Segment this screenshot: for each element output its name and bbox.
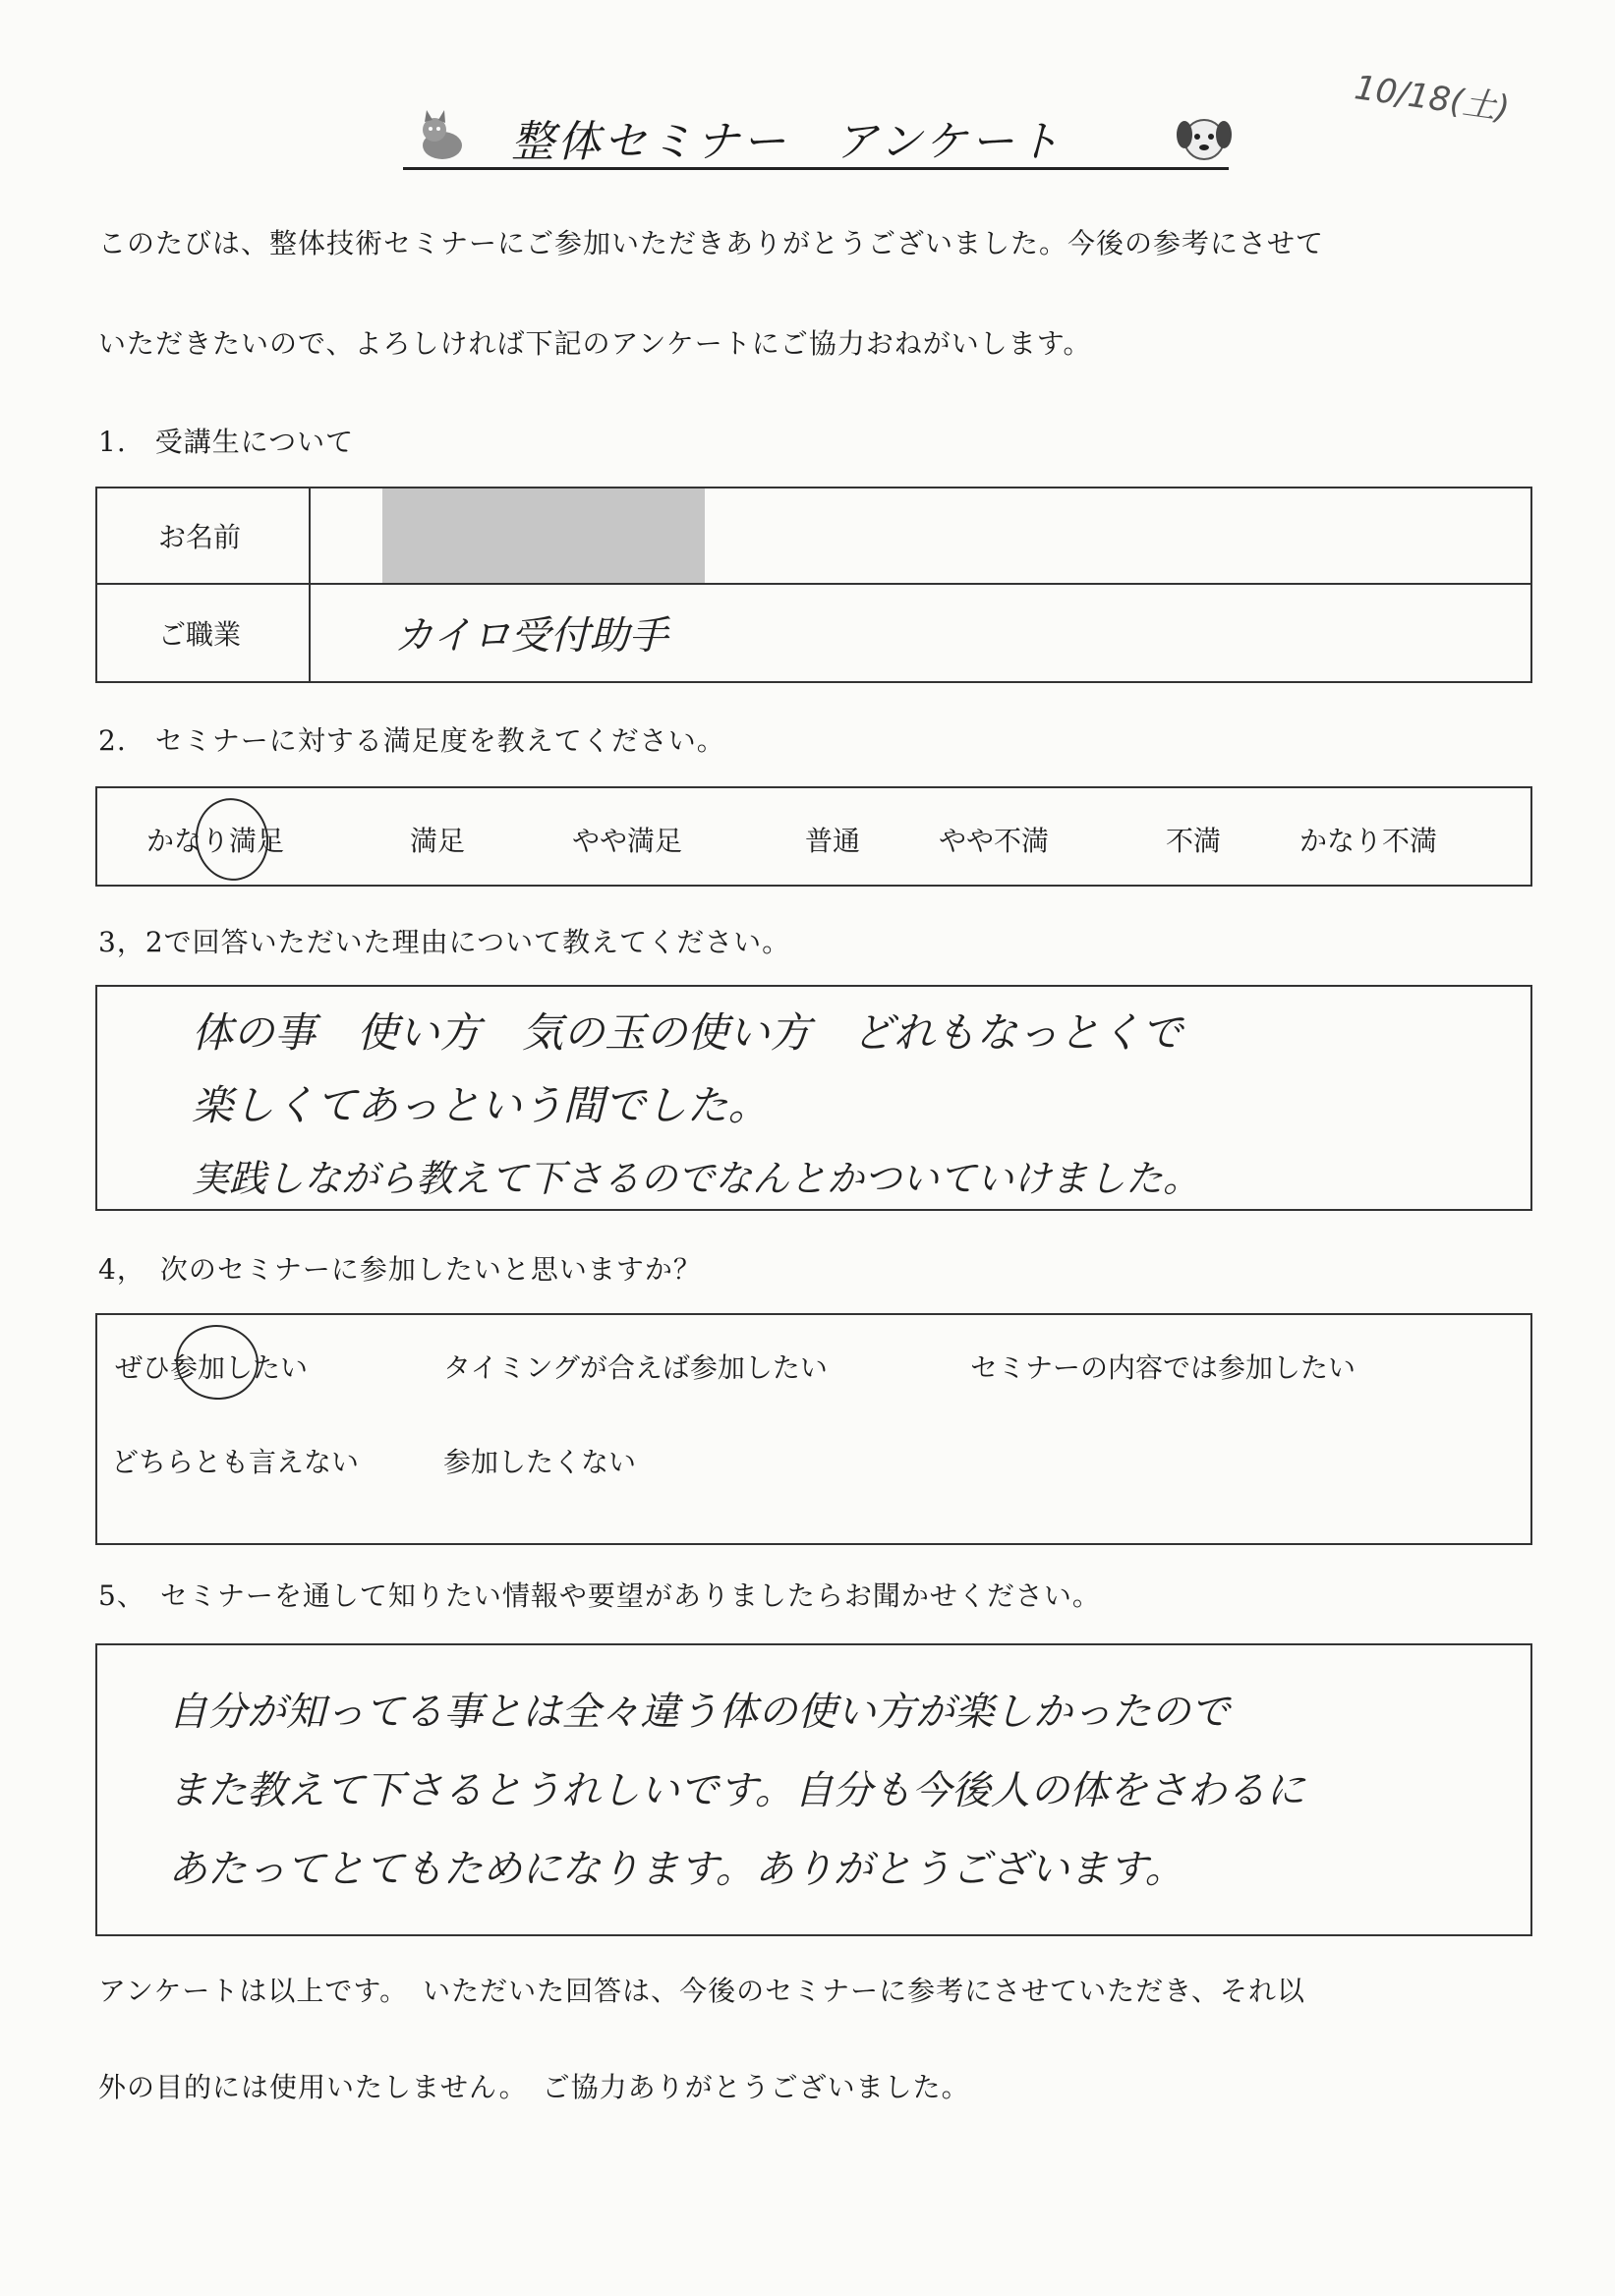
q5-answer-line-2: また教えて下さるとうれしいです。自分も今後人の体をさわるに xyxy=(168,1768,1305,1813)
option-definitely-attend[interactable]: ぜひ参加したい xyxy=(115,1351,309,1384)
q3-label: 3，2で回答いただいた理由について教えてください。 xyxy=(98,926,791,958)
name-label: お名前 xyxy=(158,521,242,553)
option-somewhat-satisfied[interactable]: やや満足 xyxy=(572,825,683,857)
q1-table xyxy=(95,487,1532,683)
option-not-attend[interactable]: 参加したくない xyxy=(443,1446,637,1478)
handwritten-date: 10/18(土) xyxy=(1352,68,1513,129)
q3-answer-line-2: 楽しくてあっという間でした。 xyxy=(192,1081,770,1129)
option-very-satisfied[interactable]: かなり満足 xyxy=(146,825,285,857)
option-undecided[interactable]: どちらとも言えない xyxy=(111,1446,360,1478)
intro-line-2: いただきたいので、よろしければ下記のアンケートにご協力おねがいします。 xyxy=(98,327,1092,360)
selection-circle xyxy=(191,793,274,885)
q3-answer-line-1: 体の事 使い方 気の玉の使い方 どれもなっとくで xyxy=(192,1008,1183,1057)
job-label: ご職業 xyxy=(158,618,242,651)
dog-mascot-icon xyxy=(1175,110,1234,169)
closing-line-1: アンケートは以上です。 いただいた回答は、今後のセミナーに参考にさせていただき、それ以 xyxy=(98,1975,1305,2007)
option-attend-depending-content[interactable]: セミナーの内容では参加したい xyxy=(970,1351,1356,1384)
q2-label: 2. セミナーに対する満足度を教えてください。 xyxy=(98,724,725,757)
job-answer: カイロ受付助手 xyxy=(394,613,668,659)
selection-circle xyxy=(172,1321,261,1404)
option-satisfied[interactable]: 満足 xyxy=(410,825,466,857)
option-attend-if-timing[interactable]: タイミングが合えば参加したい xyxy=(443,1351,828,1384)
q5-answer-line-3: あたってとてもためになります。ありがとうございます。 xyxy=(168,1847,1184,1892)
intro-line-1: このたびは、整体技術セミナーにご参加いただきありがとうございました。今後の参考にさせて xyxy=(98,227,1325,259)
title-underline xyxy=(403,167,1229,170)
q1-divider-h xyxy=(97,583,1530,585)
q3-answer-line-3: 実践しながら教えて下さるのでなんとかついていけました。 xyxy=(192,1157,1201,1200)
option-somewhat-dissatisfied[interactable]: やや不満 xyxy=(939,825,1050,857)
cat-mascot-icon xyxy=(413,110,472,164)
q5-label: 5、 セミナーを通して知りたい情報や要望がありましたらお聞かせください。 xyxy=(98,1579,1101,1612)
option-dissatisfied[interactable]: 不満 xyxy=(1166,825,1222,857)
page-title: 整体セミナー アンケート xyxy=(511,117,1064,167)
q2-options-box xyxy=(95,786,1532,887)
q3-answer-box xyxy=(95,985,1532,1211)
q4-label: 4， 次のセミナーに参加したいと思いますか？ xyxy=(98,1253,702,1286)
q5-answer-line-1: 自分が知ってる事とは全々違う体の使い方が楽しかったので xyxy=(168,1690,1230,1735)
option-neutral[interactable]: 普通 xyxy=(805,825,861,857)
q1-divider-v xyxy=(309,488,311,681)
closing-line-2: 外の目的には使用いたしません。 ご協力ありがとうございました。 xyxy=(98,2071,970,2103)
q5-answer-box xyxy=(95,1643,1532,1936)
redacted-name xyxy=(382,488,705,583)
q4-options-box xyxy=(95,1313,1532,1545)
option-very-dissatisfied[interactable]: かなり不満 xyxy=(1299,825,1438,857)
q1-label: 1. 受講生について xyxy=(98,426,355,458)
